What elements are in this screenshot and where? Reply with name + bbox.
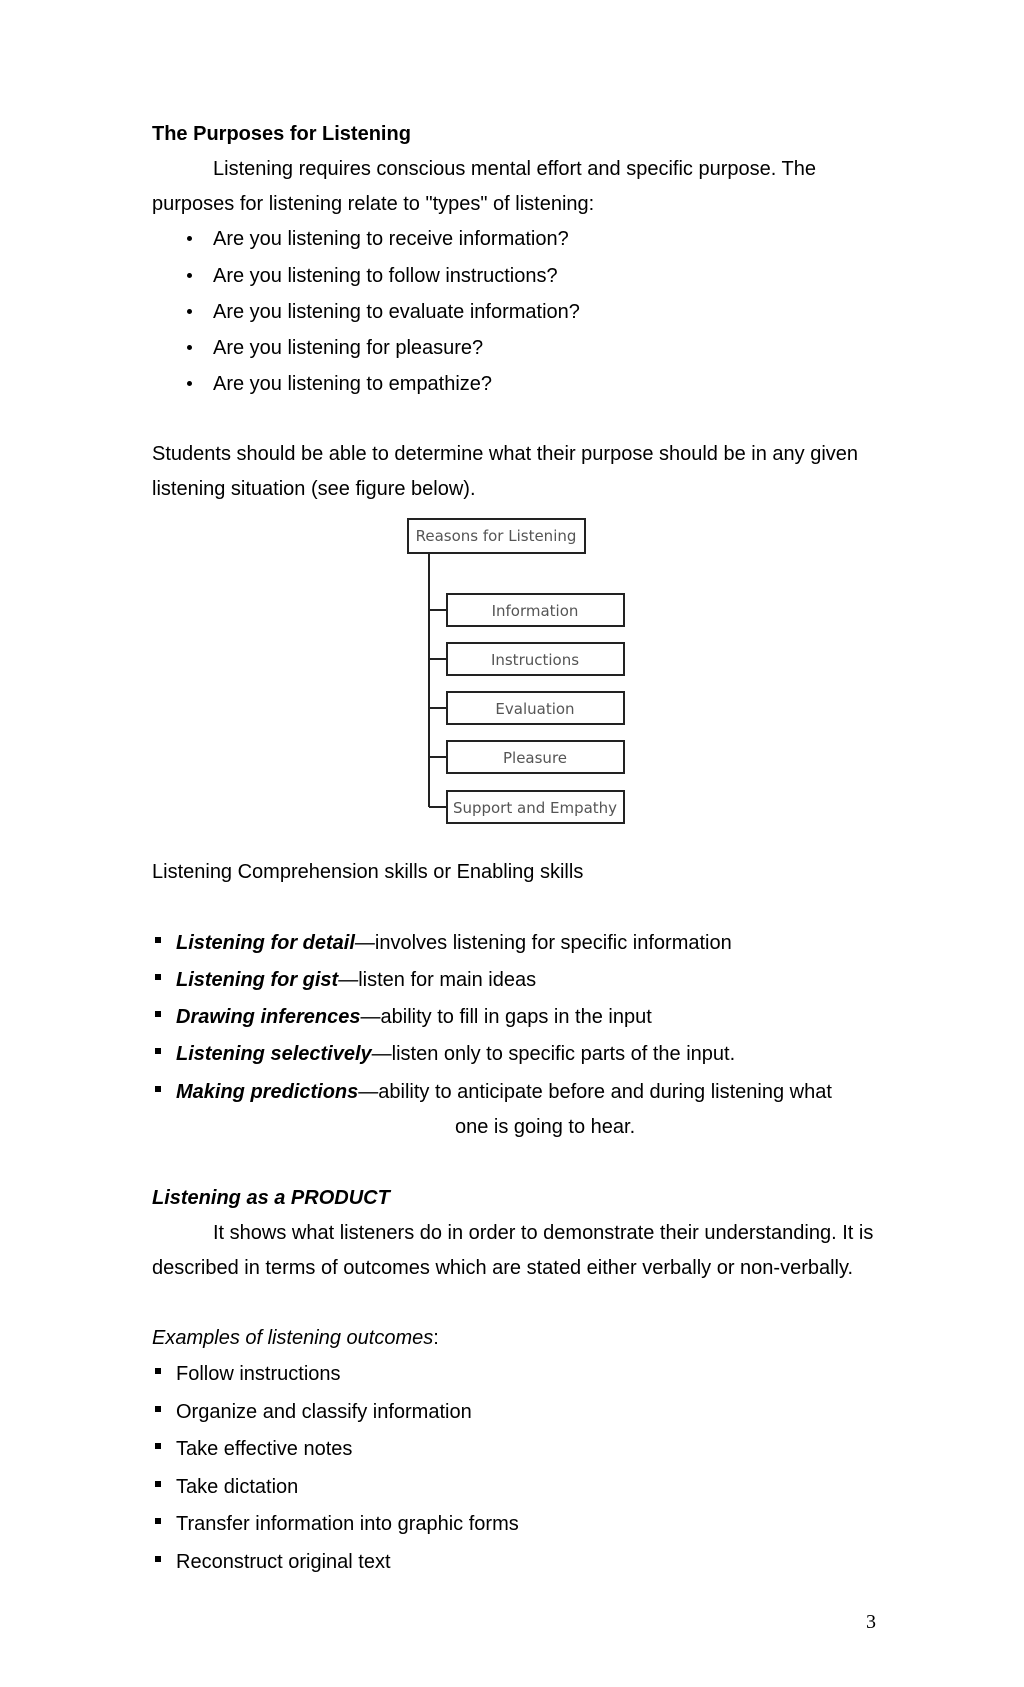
outcome-item: Take effective notes: [176, 1438, 353, 1460]
skills-heading: Listening Comprehension skills or Enabling skills: [152, 861, 584, 883]
outcome-item: Reconstruct original text: [176, 1551, 391, 1573]
skill-desc: —involves listening for specific information: [354, 932, 732, 954]
bullet-square: [155, 1406, 161, 1412]
skill-continuation: one is going to hear.: [455, 1116, 636, 1138]
outcome-item: Follow instructions: [176, 1363, 341, 1385]
bullet-square: [155, 1518, 161, 1524]
reasons-diagram: [0, 0, 1024, 840]
skill-term: Drawing inferences: [176, 1006, 361, 1028]
intro-line-2: purposes for listening relate to "types" of listening:: [152, 193, 595, 215]
skill-term: Listening selectively: [176, 1043, 372, 1065]
page-number: 3: [866, 1611, 876, 1633]
skill-term: Making predictions: [176, 1081, 359, 1103]
diagram-child-label: Pleasure: [502, 749, 568, 767]
diagram-child-label: Instructions: [490, 651, 580, 669]
bullet-square: [155, 1556, 161, 1562]
product-line-2: described in terms of outcomes which are stated either verbally or non-verbally.: [152, 1257, 854, 1279]
skill-item: [176, 931, 732, 955]
purpose-item: Are you listening for pleasure?: [213, 337, 484, 359]
bullet-square: [155, 974, 161, 980]
purpose-item: Are you listening to receive information?: [213, 228, 569, 250]
skill-desc: —listen for main ideas: [338, 969, 537, 991]
diagram-child-label: Information: [491, 602, 579, 620]
bullet-square: [155, 1048, 161, 1054]
intro-line-1: Listening requires conscious mental effort and specific purpose. The: [213, 158, 816, 180]
diagram-child-label: Evaluation: [495, 700, 575, 718]
bullet-square: [155, 1368, 161, 1374]
outcome-item: Transfer information into graphic forms: [176, 1513, 519, 1535]
outcome-item: Take dictation: [176, 1476, 299, 1498]
examples-label: Examples of listening outcomes:: [152, 1327, 439, 1349]
students-paragraph-line-1: Students should be able to determine what their purpose should be in any given: [152, 443, 859, 465]
bullet-square: [155, 1481, 161, 1487]
skill-item: [176, 1005, 652, 1029]
purpose-item: Are you listening to follow instructions?: [213, 265, 558, 287]
bullet-square: [155, 1443, 161, 1449]
bullet-square: [155, 1086, 161, 1092]
students-paragraph-line-2: listening situation (see figure below).: [152, 478, 476, 500]
outcome-item: Organize and classify information: [176, 1401, 472, 1423]
section-heading-purposes: The Purposes for Listening: [152, 123, 411, 145]
bullet-square: [155, 1011, 161, 1017]
purpose-item: Are you listening to empathize?: [213, 373, 493, 395]
skill-item: [176, 1080, 832, 1104]
diagram-root-label: Reasons for Listening: [415, 527, 577, 545]
diagram-child-label: Support and Empathy: [452, 799, 618, 817]
product-line-1: It shows what listeners do in order to demonstrate their understanding. It is: [213, 1222, 874, 1244]
skill-item: [176, 1042, 735, 1066]
purpose-item: Are you listening to evaluate information?: [213, 301, 580, 323]
product-heading: Listening as a PRODUCT: [152, 1187, 390, 1209]
bullet-square: [155, 937, 161, 943]
skill-desc: —listen only to specific parts of the input.: [371, 1043, 736, 1065]
skill-item: [176, 968, 536, 992]
skill-desc: —ability to fill in gaps in the input: [360, 1006, 652, 1028]
skill-desc: —ability to anticipate before and during listening what: [358, 1081, 832, 1103]
skill-term: Listening for gist: [176, 969, 339, 991]
skill-term: Listening for detail: [176, 932, 355, 954]
